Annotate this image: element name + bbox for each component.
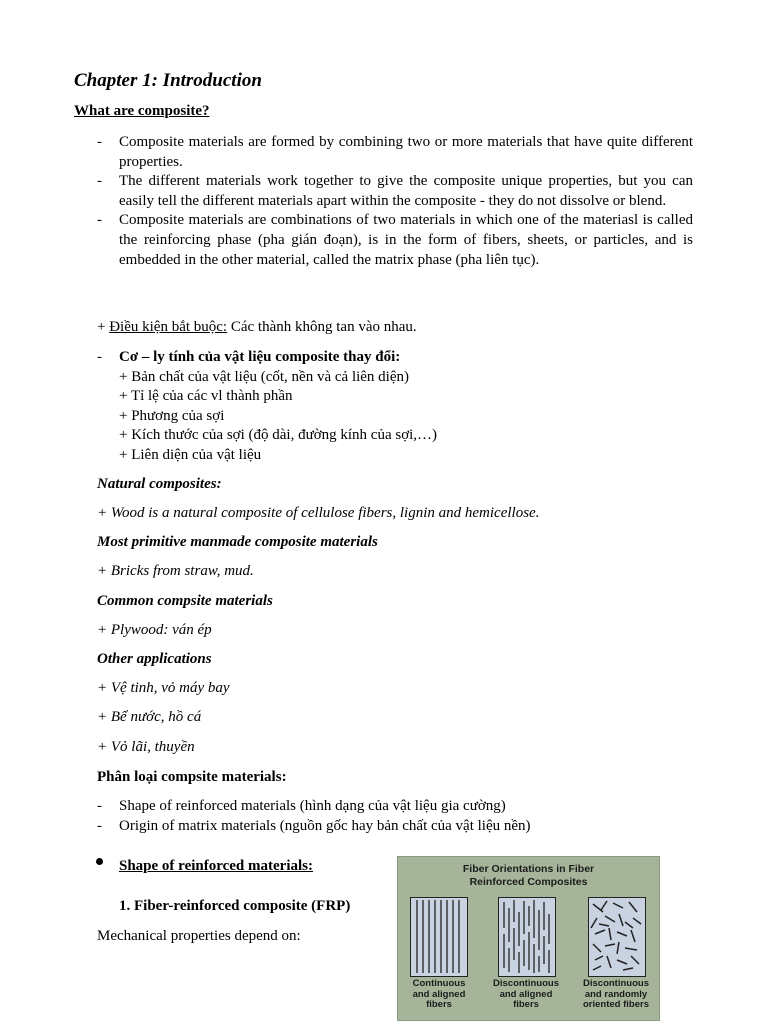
discontinuous-aligned-panel — [498, 897, 556, 977]
figure-caption-discontinuous-aligned: Discontinuous and aligned fibers — [493, 978, 559, 1010]
figure-caption-random: Discontinuous and randomly oriented fibers — [583, 978, 649, 1010]
classification-list — [97, 797, 699, 836]
primitive-heading: Most primitive manmade composite materials — [97, 534, 378, 550]
figure-caption-continuous: Continuous and aligned fibers — [412, 978, 466, 1010]
mech-item: + Phương của sợi — [119, 407, 225, 424]
intro-bullet-2: - The different materials work together to give the composite unique properties, but you can easily tell the different materials apart within the composite - they do not dissolve or blend. — [97, 173, 693, 209]
bullet-dot-icon — [96, 858, 103, 865]
other-heading: Other applications — [97, 651, 212, 667]
shape-heading: Shape of reinforced materials: — [119, 858, 313, 874]
discontinuous-aligned-graphic — [499, 898, 554, 975]
classification-item: - Origin of matrix materials (nguồn gốc hay bản chất của vật liệu nền) — [97, 817, 531, 834]
classification-item: - Shape of reinforced materials (hình dạng của vật liệu gia cường) — [97, 798, 506, 814]
random-fibers-panel — [588, 897, 646, 977]
random-fibers-graphic — [589, 898, 644, 975]
common-text: + Plywood: ván ép — [97, 622, 212, 638]
chapter-title: Chapter 1: Introduction — [74, 70, 262, 91]
mech-heading: Cơ – ly tính của vật liệu composite thay đổi: — [119, 349, 401, 365]
mech-item: + Tỉ lệ của các vl thành phần — [119, 388, 293, 405]
other-item: + Bể nước, hồ cá — [97, 709, 202, 725]
condition-line: + Điều kiện bắt buộc: Các thành không tan vào nhau. — [97, 319, 417, 335]
continuous-fibers-graphic — [411, 898, 466, 975]
intro-bullet-3: - Composite materials are combinations of two materials in which one of the materiasl is called the reinforcing phase (pha gián đoạn), is in the form of fibers, sheets, or particles, and is embedded in the other material, called the matrix phase (pha liên tục). — [97, 212, 693, 268]
mechanical-text: Mechanical properties depend on: — [97, 928, 301, 944]
primitive-text: + Bricks from straw, mud. — [97, 563, 254, 579]
other-item: + Vệ tinh, vỏ máy bay — [97, 680, 230, 696]
mech-item: + Bản chất của vật liệu (cốt, nền và cả liên diện) — [119, 368, 410, 385]
classification-heading: Phân loại compsite materials: — [97, 769, 287, 785]
mech-properties-block: - Cơ – ly tính của vật liệu composite thay đổi: + Bản chất của vật liệu (cốt, nền và cả liên diện) + Tỉ lệ của các vl thành phần + Phương của sợi + Kích thước của sợi (độ dài, đường kính của sợi,…) + Liên diện của vật liệu — [119, 348, 437, 466]
mech-item: + Kích thước của sợi (độ dài, đường kính của sợi,…) — [119, 427, 438, 444]
natural-text: + Wood is a natural composite of cellulose fibers, lignin and hemicellose. — [97, 505, 540, 521]
intro-bullet-1: - Composite materials are formed by combining two or more materials that have quite different properties. — [97, 134, 693, 170]
other-item: + Vỏ lãi, thuyền — [97, 739, 195, 755]
figure-title: Fiber Orientations in Fiber Reinforced Composites — [462, 863, 595, 888]
mech-item: + Liên diện của vật liệu — [119, 446, 262, 463]
frp-heading: 1. Fiber-reinforced composite (FRP) — [119, 898, 351, 914]
intro-bullet-list — [97, 133, 693, 270]
natural-heading: Natural composites: — [97, 476, 222, 492]
common-heading: Common compsite materials — [97, 593, 273, 609]
condition-label: Điều kiện bắt buộc: — [109, 319, 228, 335]
continuous-fibers-panel — [410, 897, 468, 977]
section-heading-what-are-composite: What are composite? — [74, 103, 210, 119]
fiber-orientation-figure — [397, 856, 660, 1021]
